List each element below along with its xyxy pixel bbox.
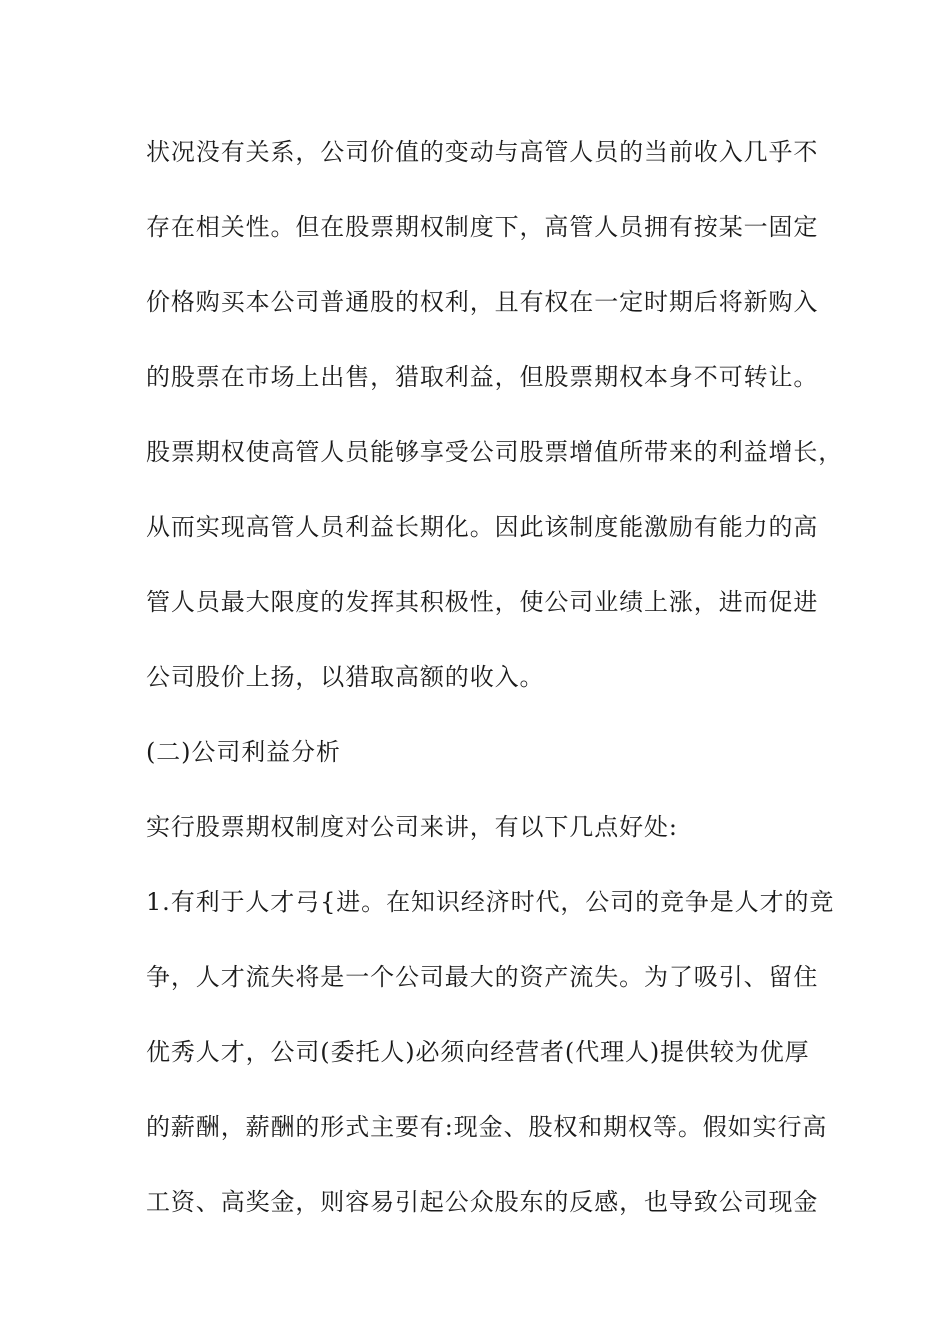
text-line: 工资、高奖金，则容易引起公众股东的反感，也导致公司现金: [146, 1188, 819, 1216]
text-line: 股票期权使高管人员能够享受公司股票增值所带来的利益增长，: [146, 438, 844, 466]
text-line: 价格购买本公司普通股的权利，且有权在一定时期后将新购入: [146, 288, 819, 316]
text-line: 争，人才流失将是一个公司最大的资产流失。为了吸引、留住: [146, 963, 819, 991]
section-heading: (二)公司利益分析: [146, 738, 341, 766]
text-line: 管人员最大限度的发挥其积极性，使公司业绩上涨，进而促进: [146, 588, 819, 616]
text-line: 的薪酬，薪酬的形式主要有:现金、股权和期权等。假如实行高: [146, 1113, 828, 1141]
text-line: 公司股价上扬，以猎取高额的收入。: [146, 663, 545, 691]
text-line: 从而实现高管人员利益长期化。因此该制度能激励有能力的高: [146, 513, 819, 541]
text-line: 状况没有关系，公司价值的变动与高管人员的当前收入几乎不: [146, 138, 819, 166]
text-line: 优秀人才，公司(委托人)必须向经营者(代理人)提供较为优厚: [146, 1038, 810, 1066]
text-line: 1.有利于人才弓{进。在知识经济时代，公司的竞争是人才的竞: [146, 888, 835, 916]
text-line: 的股票在市场上出售，猎取利益，但股票期权本身不可转让。: [146, 363, 819, 391]
body-text: [146, 132, 844, 1257]
text-line: 存在相关性。但在股票期权制度下，高管人员拥有按某一固定: [146, 213, 819, 241]
text-line: 实行股票期权制度对公司来讲，有以下几点好处:: [146, 813, 678, 841]
